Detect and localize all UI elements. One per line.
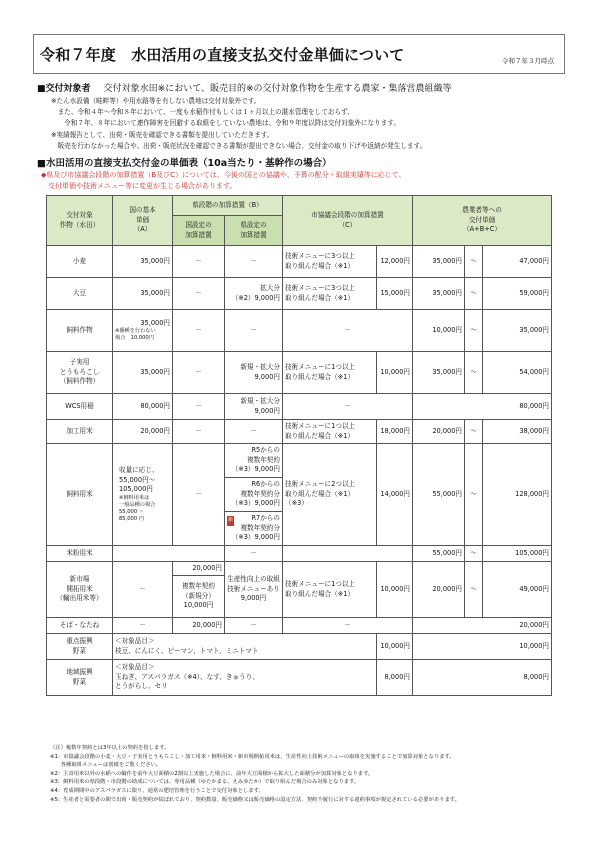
total-low: 35,000円	[413, 278, 465, 310]
crop-name: 大豆	[47, 278, 113, 310]
total-low: 20,000円	[413, 562, 465, 618]
base-rate: 35,000円	[113, 278, 173, 310]
range-sep: ～	[465, 420, 483, 444]
change-warning	[41, 170, 406, 192]
footnotes	[50, 744, 460, 804]
table-row	[47, 660, 552, 696]
pref-national: －	[173, 310, 225, 352]
header-total: 農業者等への 交付単価 （A+B+C）	[413, 196, 552, 246]
target-items: ＜対象品目＞ 枝豆、にんにく、ピーマン、トマト、ミニトマト	[113, 634, 377, 660]
range-sep: ～	[465, 562, 483, 618]
pref-own: －	[225, 546, 283, 562]
city-amount: 14,000円	[377, 444, 413, 546]
eligible-text: 交付対象水田※において、販売目的※の交付対象作物を生産する農家・集落営農組織等	[103, 84, 452, 94]
pref-own: 生産性向上の取組 技術メニューあり 9,000円	[225, 562, 283, 618]
table-row	[47, 310, 552, 352]
range-sep: ～	[465, 310, 483, 352]
city-amount: 8,000円	[377, 660, 413, 696]
base-rate: －	[113, 562, 173, 618]
total-high: 105,000円	[483, 546, 552, 562]
crop-name: WCS用稲	[47, 394, 113, 420]
eligible-note: 販売を行わなかった場合や、出荷・販売状況を確認できる書類が提出できない場合、交付金の取り下げや返納が発生します。	[51, 141, 427, 150]
footnote: ※2：主食用米以外の水稲への輪作を前年大豆面積の2割以上実施した場合に、前年大豆面積から拡大した面積分が加算対象となります。	[50, 770, 374, 777]
header-pref-own: 県設定の 加算措置	[225, 216, 283, 246]
table-row	[47, 420, 552, 444]
pref-own: 拡大分 （※2）9,000円	[225, 278, 283, 310]
header-prefecture: 県段階の加算措置（B）	[173, 196, 283, 216]
total: 20,000円	[413, 618, 552, 634]
city-amount: 15,000円	[377, 278, 413, 310]
pref-national: －	[173, 278, 225, 310]
pref-own: －	[225, 618, 283, 634]
footnote: （注）複数年契約とは3年以上の契約を指します。	[50, 745, 170, 751]
table-row	[47, 618, 552, 634]
total: 80,000円	[413, 394, 552, 420]
city-condition: 技術メニューに3つ以上 取り組んだ場合（※1）	[283, 246, 377, 278]
eligible-note: 令和７年、８年において連作障害を回避する取組をしていない農地は、令和９年度以降は交付対象外になります。	[51, 119, 400, 128]
total-high: 47,000円	[483, 246, 552, 278]
pref-national: －	[173, 420, 225, 444]
total-high: 54,000円	[483, 352, 552, 394]
total-high: 38,000円	[483, 420, 552, 444]
pref-own: －	[225, 420, 283, 444]
pref-own-r5: R5からの 複数年契約 （※3）9,000円	[225, 444, 283, 478]
pref-national: －	[173, 246, 225, 278]
footnote: ※1：市協議会段階の小麦・大豆・子実用とうもろこし・加工用米・飼料用米・新市場開拓用米は、生産性向上技術メニューの取組を実施することで加算対象となります。	[50, 753, 455, 760]
eligible-note: ※たん水設備（畦畔等）や用水路等を有しない農地は交付対象外です。	[51, 97, 261, 105]
total: 10,000円	[413, 634, 552, 660]
pref-national: －	[173, 444, 225, 546]
range-sep: ～	[465, 352, 483, 394]
footnote: ※3：飼料用米の県段階・市段階の助成については、専用品種（ゆたかまる、えみゆたか）で取り組んだ場合のみ対象となります。	[50, 779, 360, 786]
rate-table-heading: ■水田活用の直接支払交付金の単価表（10a当たり・基幹作の場合）	[37, 158, 332, 169]
crop-name: そば・なたね	[47, 618, 113, 634]
base-rate: 35,000円 ※播種を行わない 場合 10,000円	[113, 310, 173, 352]
header-national-base: 国の基本 単価 （A）	[113, 196, 173, 246]
total: 8,000円	[413, 660, 552, 696]
target-items: ＜対象品目＞ 玉ねぎ、アスパラガス（※4）、なす、きゅうり、 とうがらし、セリ	[113, 660, 377, 696]
eligible-section	[37, 81, 452, 94]
table-row	[47, 634, 552, 660]
footnote: ※5：生産者と需要者の間で出荷・販売契約が結ばれており、契約数量、販売価格又は販売価格の設定方法、契約不履行に対する違約事項が規定されている必要があります。	[50, 796, 460, 803]
base-rate: －	[113, 618, 173, 634]
range-sep: ～	[465, 546, 483, 562]
total-low: 20,000円	[413, 420, 465, 444]
city-condition: 技術メニューに2つ以上 取り組んだ場合（※1） （※3）	[283, 444, 377, 546]
page-title: 令和７年度 水田活用の直接支払交付金単価について	[40, 46, 405, 64]
pref-national: 20,000円	[173, 618, 225, 634]
crop-name: 重点振興 野菜	[47, 634, 113, 660]
crop-name: 小麦	[47, 246, 113, 278]
table-row	[47, 246, 552, 278]
base-rate: 20,000円	[113, 420, 173, 444]
city-amount: 12,000円	[377, 246, 413, 278]
warning-line: ◆県及び市協議会段階の加算措置（B及びC）については、今後の国との協議や、予算の配分・取組実績等に応じて、	[41, 171, 406, 179]
rate-table	[46, 195, 552, 696]
base-rate: 収量に応じ、 55,000円～ 105,000円 ※飼料用米は 一般品種の場合 55,000 ～ 85,000 円	[113, 444, 173, 546]
header-pref-national: 国設定の 加算措置	[173, 216, 225, 246]
table-row	[47, 278, 552, 310]
city-amount: 18,000円	[377, 420, 413, 444]
table-row	[47, 352, 552, 394]
footnote: 各種取組メニューは別紙をご覧ください。	[50, 762, 162, 769]
pref-national-top: 20,000円	[173, 562, 225, 576]
eligible-notes	[51, 96, 426, 152]
footnote: ※4：育成期間中のアスパラガスに限り、通常の肥培管理を行うことで交付対象とします。	[50, 787, 264, 794]
total-low: 35,000円	[413, 246, 465, 278]
total-low: 10,000円	[413, 310, 465, 352]
table-row	[47, 444, 552, 478]
pref-national: －	[173, 394, 225, 420]
city-condition: 技術メニューに1つ以上 取り組んだ場合（※1）	[283, 352, 377, 394]
city-amount: －	[283, 394, 413, 420]
city-amount: 10,000円	[377, 352, 413, 394]
base-rate: 35,000円	[113, 246, 173, 278]
table-row	[47, 562, 552, 576]
city-condition: 技術メニューに3つ以上 取り組んだ場合（※1）	[283, 278, 377, 310]
total-high: 128,000円	[483, 444, 552, 546]
pref-national: －	[173, 352, 225, 394]
crop-name: 地域振興 野菜	[47, 660, 113, 696]
crop-name: 飼料用米	[47, 444, 113, 546]
pref-own: 新規・拡大分 9,000円	[225, 352, 283, 394]
as-of-date: 令和７年３月時点	[502, 57, 554, 65]
pref-own-r7: 新 R7からの 複数年契約分 （※3）9,000円	[225, 512, 283, 546]
table-row	[47, 394, 552, 420]
base-rate: 35,000円	[113, 352, 173, 394]
range-sep: ～	[465, 278, 483, 310]
new-badge: 新	[227, 516, 234, 526]
total-high: 59,000円	[483, 278, 552, 310]
header-crop: 交付対象 作物（水田）	[47, 196, 113, 246]
pref-own-r6: R6からの 複数年契約分 （※3）9,000円	[225, 478, 283, 512]
crop-name: 子実用 とうもろこし （飼料作物）	[47, 352, 113, 394]
eligible-label: ■交付対象者	[37, 84, 91, 94]
base-rate: 80,000円	[113, 394, 173, 420]
crop-name: 新市場 開拓用米 （輸出用米等）	[47, 562, 113, 618]
city-amount: 10,000円	[377, 562, 413, 618]
eligible-note: また、令和４年～令和８年において、一度も水稲作付もしくは１ヶ月以上の湛水管理をしておらず、	[51, 108, 354, 117]
city-amount: 10,000円	[377, 634, 413, 660]
total-high: 35,000円	[483, 310, 552, 352]
range-sep: ～	[465, 246, 483, 278]
eligible-note: ※実績報告として、出荷・販売を確認できる書類を提出していただきます。	[51, 130, 274, 139]
total-low: 35,000円	[413, 352, 465, 394]
total-low: 55,000円	[413, 546, 465, 562]
warning-line: 交付単価や技術メニュー等に変更が生じる場合があります。	[41, 182, 237, 190]
total-high: 49,000円	[483, 562, 552, 618]
crop-name: 米粉用米	[47, 546, 113, 562]
pref-own: 新規・拡大分 9,000円	[225, 394, 283, 420]
range-sep: ～	[465, 444, 483, 546]
pref-national-multi: 複数年契約 （新規分） 10,000円	[173, 576, 225, 618]
city-condition: 技術メニューに1つ以上 取り組んだ場合（※1）	[283, 562, 377, 618]
city-amount: －	[283, 310, 413, 352]
table-row	[47, 546, 552, 562]
city-condition: 技術メニューに1つ以上 取り組んだ場合（※1）	[283, 420, 377, 444]
pref-own: －	[225, 246, 283, 278]
crop-name: 飼料作物	[47, 310, 113, 352]
city-amount: －	[283, 618, 413, 634]
total-low: 55,000円	[413, 444, 465, 546]
pref-own: －	[225, 310, 283, 352]
crop-name: 加工用米	[47, 420, 113, 444]
header-city: 市協議会段階の加算措置 （C）	[283, 196, 413, 246]
